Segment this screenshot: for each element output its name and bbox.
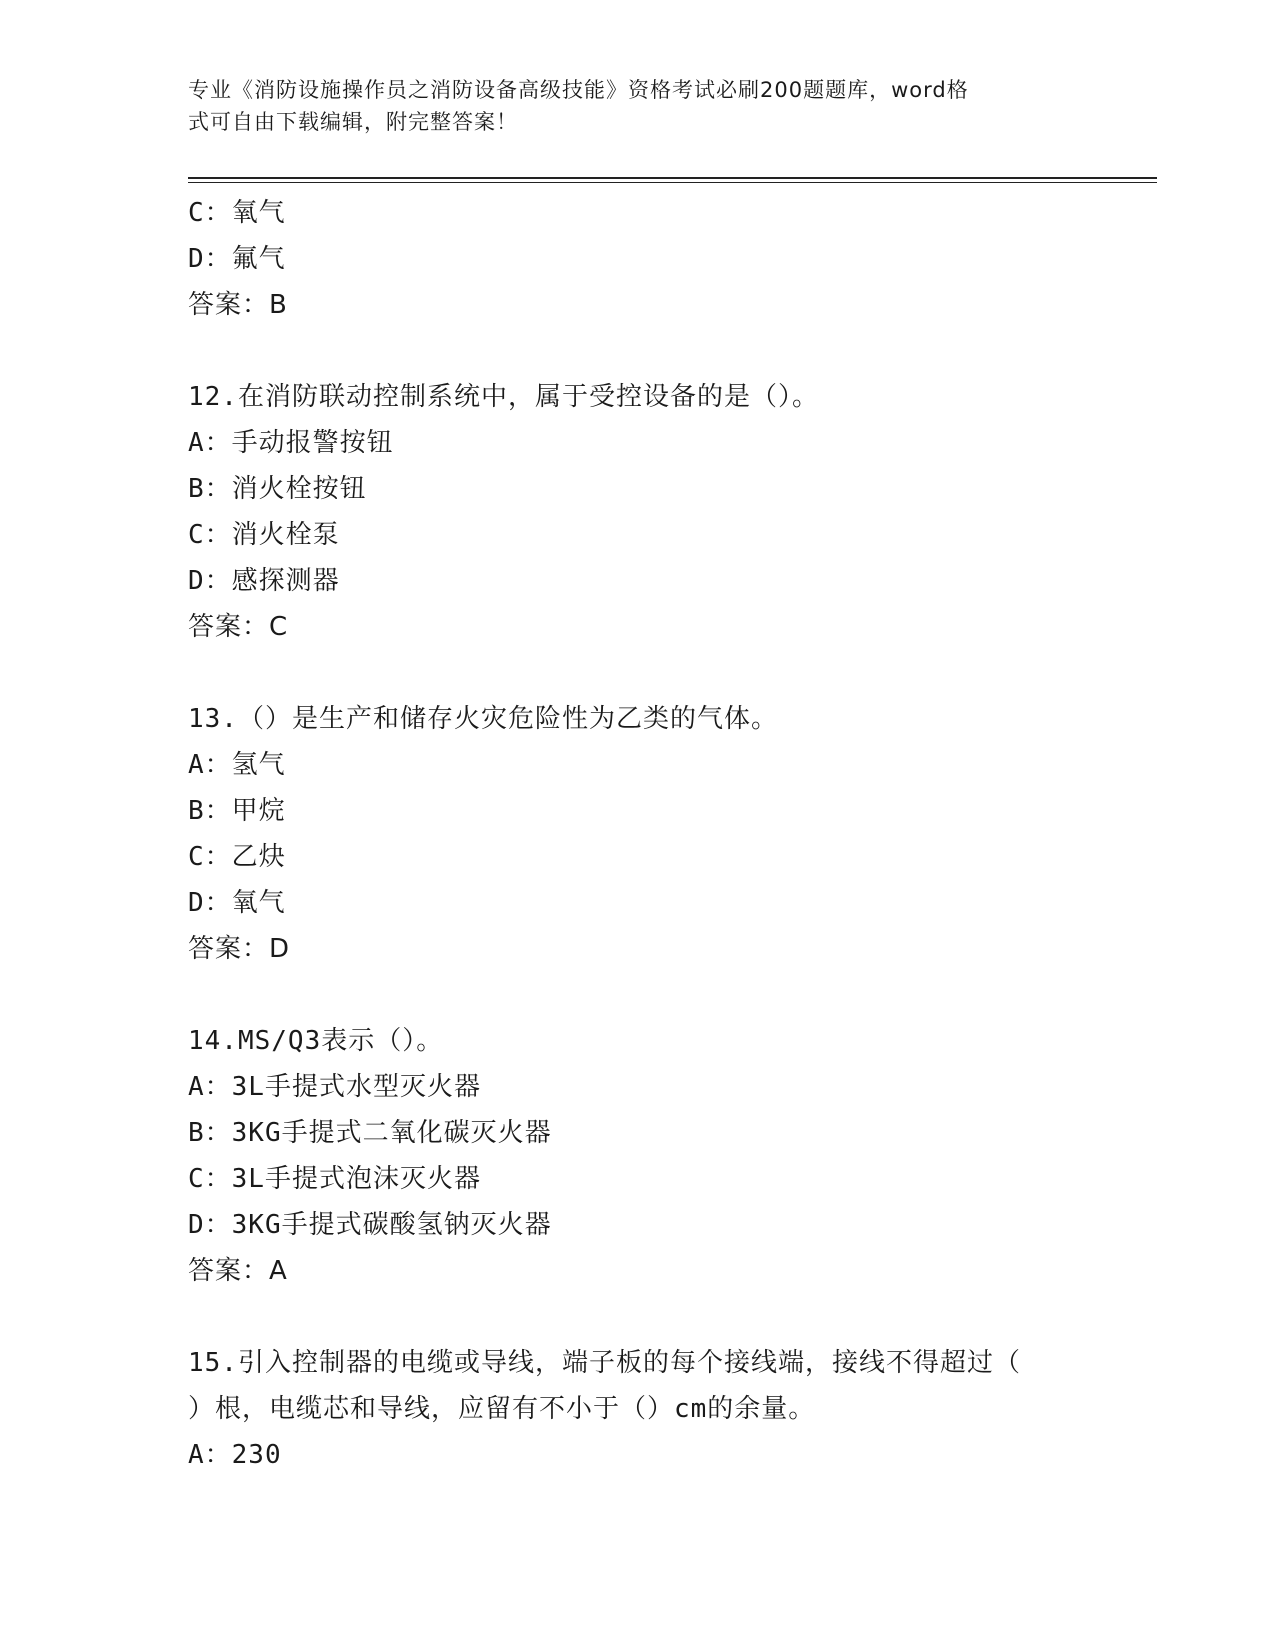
option-c: C：乙炔: [188, 842, 286, 872]
question-14: [188, 1018, 1088, 1294]
option-a: A：手动报警按钮: [188, 428, 394, 458]
answer-line: 答案：A: [188, 1256, 288, 1286]
option-b: B：消火栓按钮: [188, 474, 367, 504]
answer-line: 答案：D: [188, 934, 291, 964]
option-a: A：230: [188, 1440, 282, 1470]
option-a: A：氢气: [188, 750, 286, 780]
question-stem: 14.MS/Q3表示（）。: [188, 1026, 444, 1056]
option-c: C：消火栓泵: [188, 520, 340, 550]
option-b: B：甲烷: [188, 796, 286, 826]
question-11-continued: [188, 190, 1088, 328]
spacer: [188, 650, 1088, 696]
header-divider-thick: [188, 177, 1157, 179]
question-stem: 13.（）是生产和储存火灾危险性为乙类的气体。: [188, 704, 778, 734]
header-line-1: 专业《消防设施操作员之消防设备高级技能》资格考试必刷200题题库，word格: [188, 78, 969, 102]
option-d: D：氟气: [188, 244, 286, 274]
option-c: C：氧气: [188, 198, 286, 228]
question-15: [188, 1340, 1088, 1478]
option-d: D：3KG手提式碳酸氢钠灭火器: [188, 1210, 552, 1240]
question-stem: 12.在消防联动控制系统中，属于受控设备的是（）。: [188, 382, 819, 412]
option-d: D：感探测器: [188, 566, 340, 596]
option-a: A：3L手提式水型灭火器: [188, 1072, 481, 1102]
question-list: [188, 190, 1088, 1478]
answer-line: 答案：B: [188, 290, 288, 320]
header-line-2: 式可自由下载编辑，附完整答案！: [188, 110, 518, 134]
question-stem-line-2: ）根，电缆芯和导线，应留有不小于（）cm的余量。: [188, 1394, 816, 1424]
spacer: [188, 328, 1088, 374]
option-c: C：3L手提式泡沫灭火器: [188, 1164, 481, 1194]
question-12: [188, 374, 1088, 650]
option-b: B：3KG手提式二氧化碳灭火器: [188, 1118, 552, 1148]
spacer: [188, 972, 1088, 1018]
question-13: [188, 696, 1088, 972]
document-header: [188, 74, 1088, 138]
header-divider-thin: [188, 182, 1157, 183]
question-stem-line-1: 15.引入控制器的电缆或导线，端子板的每个接线端，接线不得超过（: [188, 1348, 1021, 1378]
option-d: D：氧气: [188, 888, 286, 918]
spacer: [188, 1294, 1088, 1340]
answer-line: 答案：C: [188, 612, 289, 642]
